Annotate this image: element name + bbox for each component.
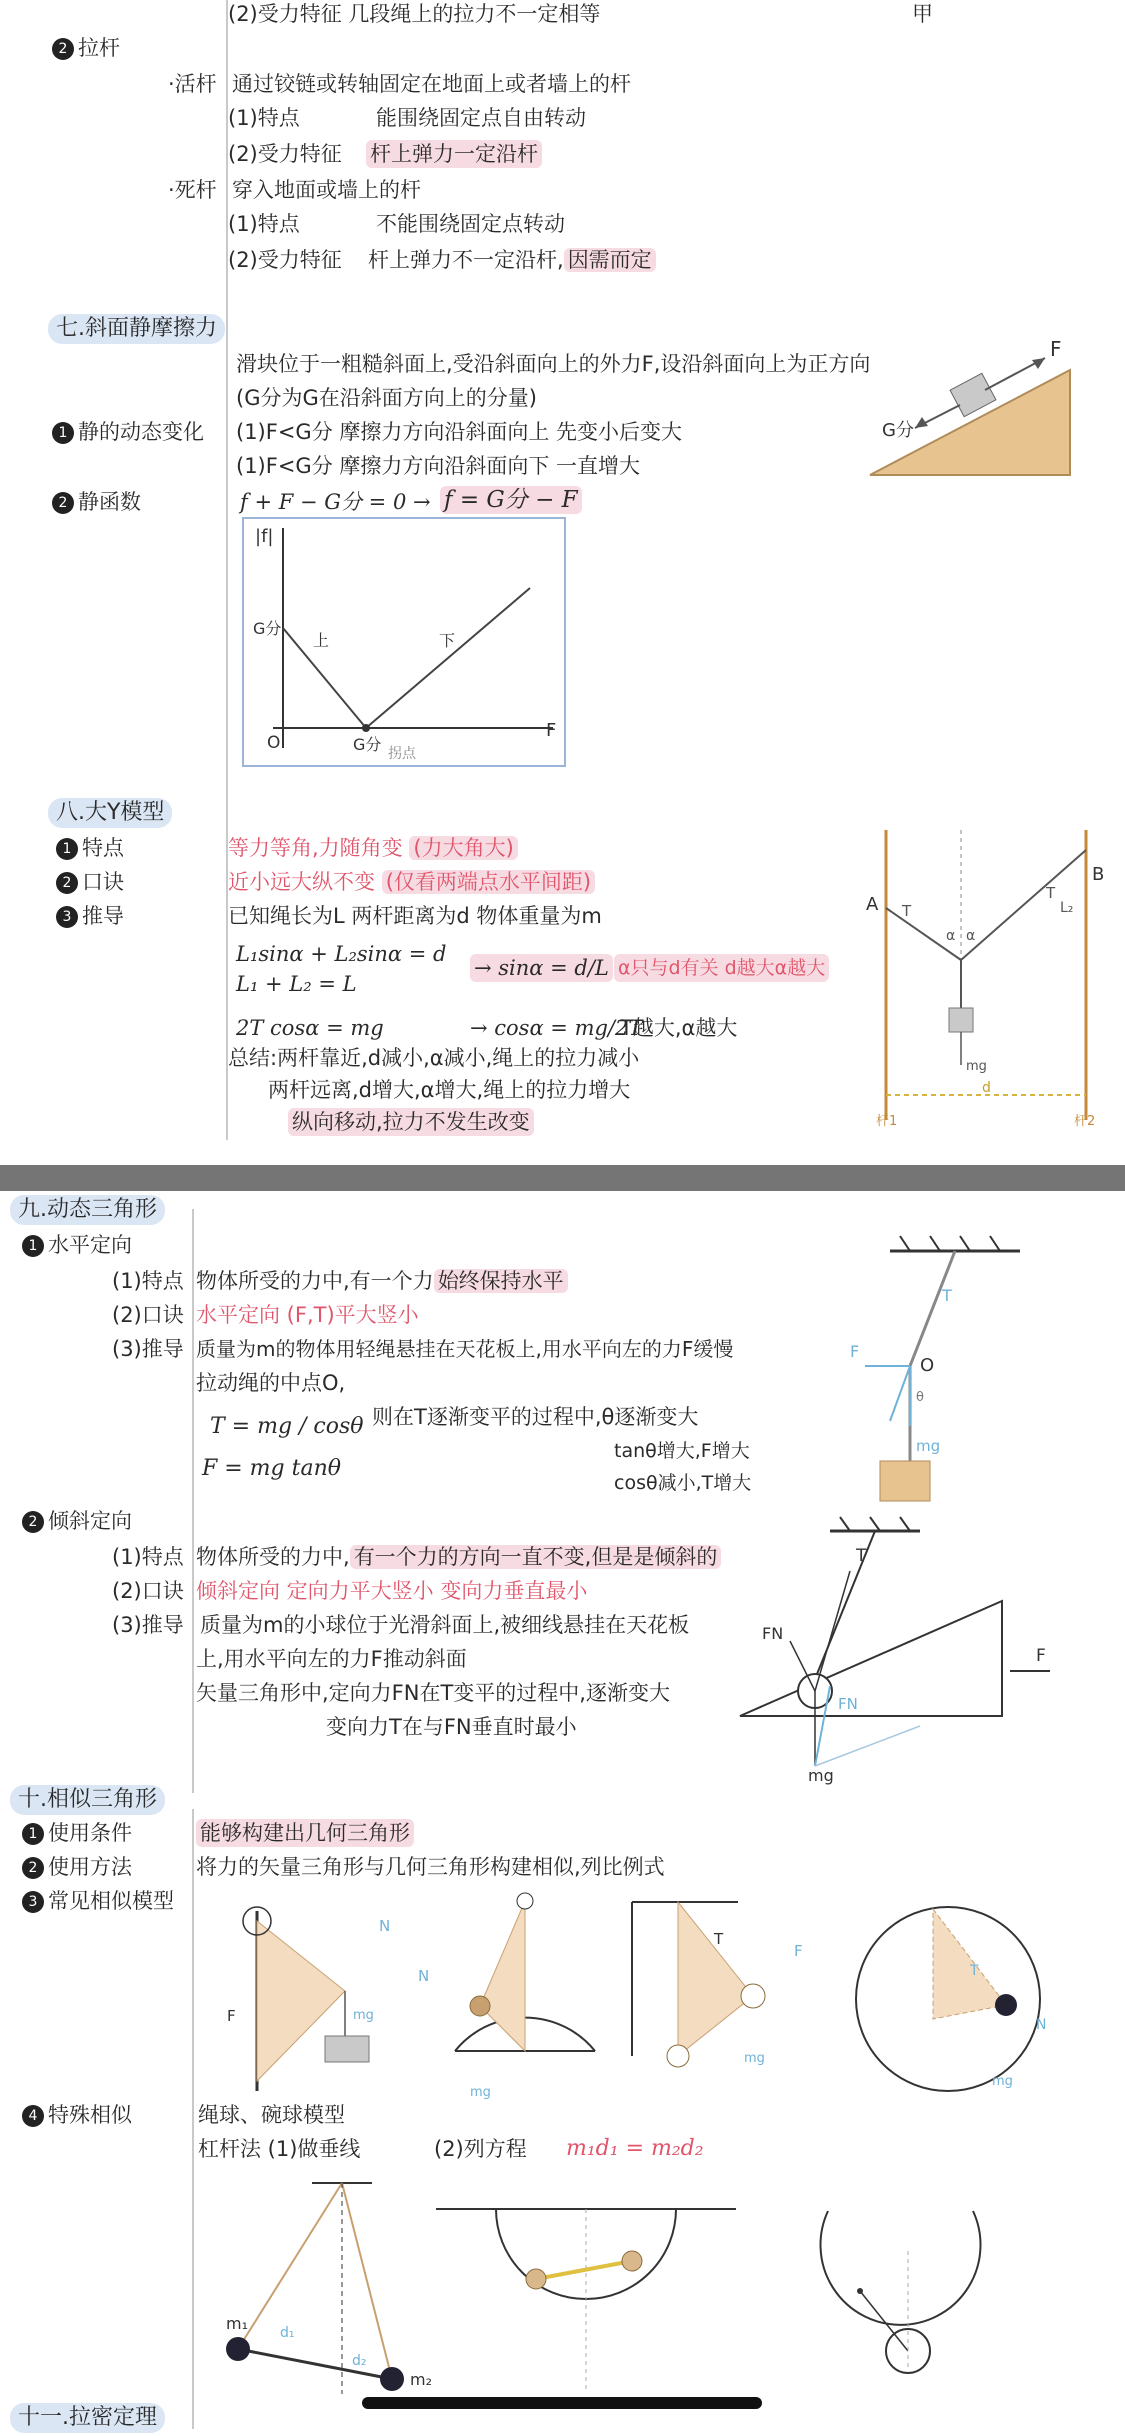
section-7-title: 七.斜面静摩擦力 — [48, 314, 225, 344]
label-t: T — [714, 1930, 724, 1948]
s8-value-2: 近小远大纵不变 (仅看两端点水平间距) — [228, 868, 595, 896]
lever-figure — [222, 2179, 462, 2399]
heading-pole: 2 拉杆 — [52, 34, 120, 62]
label-fn2: FN — [838, 1695, 858, 1713]
s9-conclusion-2: tanθ增大,F增大 — [614, 1440, 750, 1462]
s9-heading-2: 2 倾斜定向 — [22, 1507, 132, 1535]
s10-equation: m₁d₁ = m₂d₂ — [566, 2136, 704, 2161]
s10-heading-2: 2 使用方法 — [22, 1853, 132, 1881]
s7-heading-2: 2 静函数 — [52, 488, 141, 516]
bullet-number: 2 — [52, 38, 74, 60]
s8-eq-3: → sinα = d/L — [470, 954, 613, 982]
note-page-top — [0, 0, 1125, 1165]
label-t2: T — [1046, 884, 1056, 902]
s10-heading-1: 1 使用条件 — [22, 1819, 132, 1847]
s10-value-4: 绳球、碗球模型 — [198, 2103, 345, 2127]
s9-f3-value-2: 拉动绳的中点O, — [196, 1371, 346, 1395]
label-n: N — [418, 1967, 430, 1985]
label-d2: d₂ — [352, 2353, 367, 2369]
label-f: F — [1036, 1646, 1046, 1666]
bowl-figure — [436, 2199, 746, 2399]
section-9-title: 九.动态三角形 — [10, 1195, 165, 1225]
label-mg: mg — [470, 2085, 491, 2100]
s8-heading-3: 3 推导 — [56, 902, 124, 930]
page-divider — [0, 1165, 1125, 1191]
s8-eq-1: L₁sinα + L₂sinα = d — [236, 942, 447, 966]
label-f: F — [850, 1342, 860, 1361]
s9-g3-value: 质量为m的小球位于光滑斜面上,被细线悬挂在天花板 — [200, 1613, 690, 1637]
label-l2: L₂ — [1060, 900, 1074, 916]
s8-value-3: 已知绳长为L 两杆距离为d 物体重量为m — [228, 904, 602, 928]
s7-heading-1: 1 静的动态变化 — [52, 418, 204, 446]
label-m1: m₁ — [226, 2314, 248, 2333]
dead-pole-desc: 穿入地面或墙上的杆 — [232, 178, 421, 202]
s7-equation: f + F − G分 = 0 → — [240, 490, 431, 514]
label-pole-1: 杆1 — [876, 1114, 898, 1129]
force-t — [890, 1366, 910, 1421]
label-o: O — [920, 1355, 935, 1376]
s10-heading-4: 4 特殊相似 — [22, 2101, 132, 2129]
label-mg: mg — [808, 1766, 834, 1785]
s9-f2-value: 水平定向 (F,T)平大竖小 — [196, 1303, 419, 1327]
turn-label: 拐点 — [388, 746, 416, 762]
y-label: |f| — [255, 526, 274, 547]
similar-model-1 — [225, 1901, 400, 2101]
margin-line — [192, 1209, 194, 1793]
label-fn: FN — [762, 1624, 784, 1643]
margin-line — [192, 1809, 194, 2429]
force-triangle — [480, 1901, 525, 2051]
s8-eq-2: L₁ + L₂ = L — [236, 972, 357, 996]
live-pole-f2: (2)受力特征 — [228, 142, 342, 166]
s7-row-1: (1)F<G分 摩擦力方向沿斜面向上 先变小后变大 — [236, 420, 683, 444]
s8-summary-3: 纵向移动,拉力不发生改变 — [288, 1108, 534, 1136]
dead-pole-f1-value: 不能围绕固定点转动 — [376, 212, 565, 236]
s9-eq-1: T = mg / cosθ — [210, 1414, 364, 1439]
label-g: G分 — [882, 420, 914, 441]
label-d: d — [982, 1080, 991, 1096]
note-page-bottom — [0, 1191, 1125, 2436]
s10-value-5: 杠杆法 (1)做垂线 — [198, 2137, 361, 2161]
s7-desc-1: 滑块位于一粗糙斜面上,受沿斜面向上的外力F,设沿斜面向上为正方向 — [236, 352, 871, 376]
s9-g3: (3)推导 — [112, 1613, 184, 1637]
s9-g1: (1)特点 — [112, 1545, 184, 1569]
y-model-figure — [866, 820, 1106, 1130]
s9-f1-value: 物体所受的力中,有一个力 始终保持水平 — [196, 1267, 568, 1295]
label-n: N — [1036, 2017, 1047, 2033]
s9-heading-1: 1 水平定向 — [22, 1231, 132, 1259]
label-f: F — [794, 1942, 803, 1960]
s9-g3-value-4: 变向力T在与FN垂直时最小 — [326, 1715, 577, 1739]
s8-heading-1: 1 特点 — [56, 834, 124, 862]
label-alpha-2: α — [966, 928, 976, 944]
section-10-title: 十.相似三角形 — [10, 1785, 165, 1815]
s9-g2-value: 倾斜定向 定向力平大竖小 变向力垂直最小 — [196, 1579, 588, 1603]
label-theta: θ — [916, 1390, 924, 1405]
label-m2: m₂ — [410, 2370, 432, 2389]
dead-pole-f2: (2)受力特征 — [228, 248, 342, 272]
origin-label: O — [267, 733, 281, 753]
live-pole-f2-value: 杆上弹力一定沿杆 — [366, 140, 542, 168]
friction-graph — [243, 518, 568, 768]
label-t: T — [970, 1963, 979, 1979]
s8-summary-1: 总结:两杆靠近,d减小,α减小,绳上的拉力减小 — [228, 1046, 640, 1070]
label-t1: T — [902, 902, 912, 920]
s8-eq-4: 2T cosα = mg — [236, 1016, 384, 1040]
label-b: B — [1092, 864, 1105, 885]
circle-figure — [808, 2191, 988, 2391]
s9-eq-2: F = mg tanθ — [202, 1456, 341, 1481]
live-pole-f1-value: 能围绕固定点自由转动 — [376, 106, 586, 130]
up-label: 上 — [313, 631, 330, 650]
x-label: F — [546, 720, 557, 741]
dead-pole-label: ·死杆 — [168, 178, 217, 202]
partial-line: (2)受力特征 几段绳上的拉力不一定相等 — [228, 2, 601, 26]
s9-f2: (2)口诀 — [112, 1303, 184, 1327]
block — [950, 373, 996, 416]
horizontal-direction-figure — [830, 1191, 1050, 1521]
s8-eq-5: → cosα = mg/2T — [470, 1016, 643, 1040]
s8-value-1: 等力等角,力随角变 (力大角大) — [228, 834, 518, 862]
label-a: A — [866, 894, 879, 915]
label-pole-2: 杆2 — [1074, 1114, 1096, 1129]
similar-model-2 — [410, 1901, 600, 2111]
label-mg: mg — [916, 1437, 941, 1455]
s9-f1: (1)特点 — [112, 1269, 184, 1293]
label-d1: d₁ — [280, 2325, 295, 2341]
s7-equation-result: f = G分 − F — [440, 486, 582, 514]
s8-heading-2: 2 口诀 — [56, 868, 124, 896]
label-f: F — [227, 2007, 236, 2025]
down-label: 下 — [439, 631, 456, 650]
s10-value-6: (2)列方程 — [434, 2137, 527, 2161]
s8-summary-2: 两杆远离,d增大,α增大,绳上的拉力增大 — [268, 1078, 631, 1102]
s7-desc-2: (G分为G在沿斜面方向上的分量) — [236, 386, 537, 410]
weight-box — [949, 1008, 973, 1032]
dead-pole-f2-value: 杆上弹力不一定沿杆, 因需而定 — [368, 246, 656, 274]
label-mg: mg — [353, 2008, 374, 2023]
label-mg: mg — [992, 2074, 1013, 2089]
s9-g2: (2)口诀 — [112, 1579, 184, 1603]
force-triangle — [678, 1902, 753, 2056]
label-mg: mg — [744, 2051, 765, 2066]
dead-pole-f1: (1)特点 — [228, 212, 300, 236]
similar-model-4 — [858, 1879, 1058, 2109]
s9-conclusion-1: 则在T逐渐变平的过程中,θ逐渐变大 — [372, 1405, 699, 1429]
s10-value-1: 能够构建出几何三角形 — [196, 1819, 414, 1847]
section-11-title: 十一.拉密定理 — [10, 2403, 165, 2433]
label-n: N — [379, 1917, 391, 1935]
s8-note-2: T越大,α越大 — [620, 1016, 738, 1040]
rope-top — [910, 1251, 955, 1366]
label-t: T — [856, 1546, 867, 1566]
live-pole-f1: (1)特点 — [228, 106, 300, 130]
s9-g3-value-2: 上,用水平向左的力F推动斜面 — [196, 1647, 467, 1671]
s10-heading-3: 3 常见相似模型 — [22, 1887, 174, 1915]
force-t — [815, 1571, 850, 1691]
s9-g3-value-3: 矢量三角形中,定向力FN在T变平的过程中,逐渐变大 — [196, 1681, 670, 1705]
s9-g1-value: 物体所受的力中, 有一个力的方向一直不变,但是是倾斜的 — [196, 1543, 721, 1571]
label-mg: mg — [966, 1059, 987, 1074]
g-x-label: G分 — [353, 735, 382, 754]
similar-model-3 — [628, 1896, 808, 2116]
label-f: F — [1050, 337, 1062, 361]
margin-line — [226, 0, 228, 1140]
hanging-block — [880, 1461, 930, 1501]
s9-f3: (3)推导 — [112, 1337, 184, 1361]
section-8-title: 八.大Y模型 — [48, 798, 172, 828]
g-y-label: G分 — [253, 619, 282, 638]
incline-triangle — [740, 1601, 1002, 1716]
turn-point — [362, 724, 370, 732]
live-pole-label: ·活杆 — [168, 72, 217, 96]
right-fragment: 甲 — [912, 2, 933, 26]
s8-note-1: α只与d有关 d越大α越大 — [614, 954, 829, 982]
home-indicator[interactable] — [362, 2397, 762, 2409]
label-alpha-1: α — [946, 928, 956, 944]
s7-row-2: (1)F<G分 摩擦力方向沿斜面向下 一直增大 — [236, 454, 641, 478]
label-t-top: T — [942, 1286, 952, 1305]
incline-figure — [860, 337, 1080, 480]
s9-f3-value: 质量为m的物体用轻绳悬挂在天花板上,用水平向左的力F缓慢 — [196, 1337, 734, 1361]
live-pole-desc: 通过铰链或转轴固定在地面上或者墙上的杆 — [232, 72, 631, 96]
s9-conclusion-3: cosθ减小,T增大 — [614, 1472, 752, 1494]
incline-direction-figure — [740, 1511, 1070, 1785]
s10-value-2: 将力的矢量三角形与几何三角形构建相似,列比例式 — [196, 1855, 665, 1879]
